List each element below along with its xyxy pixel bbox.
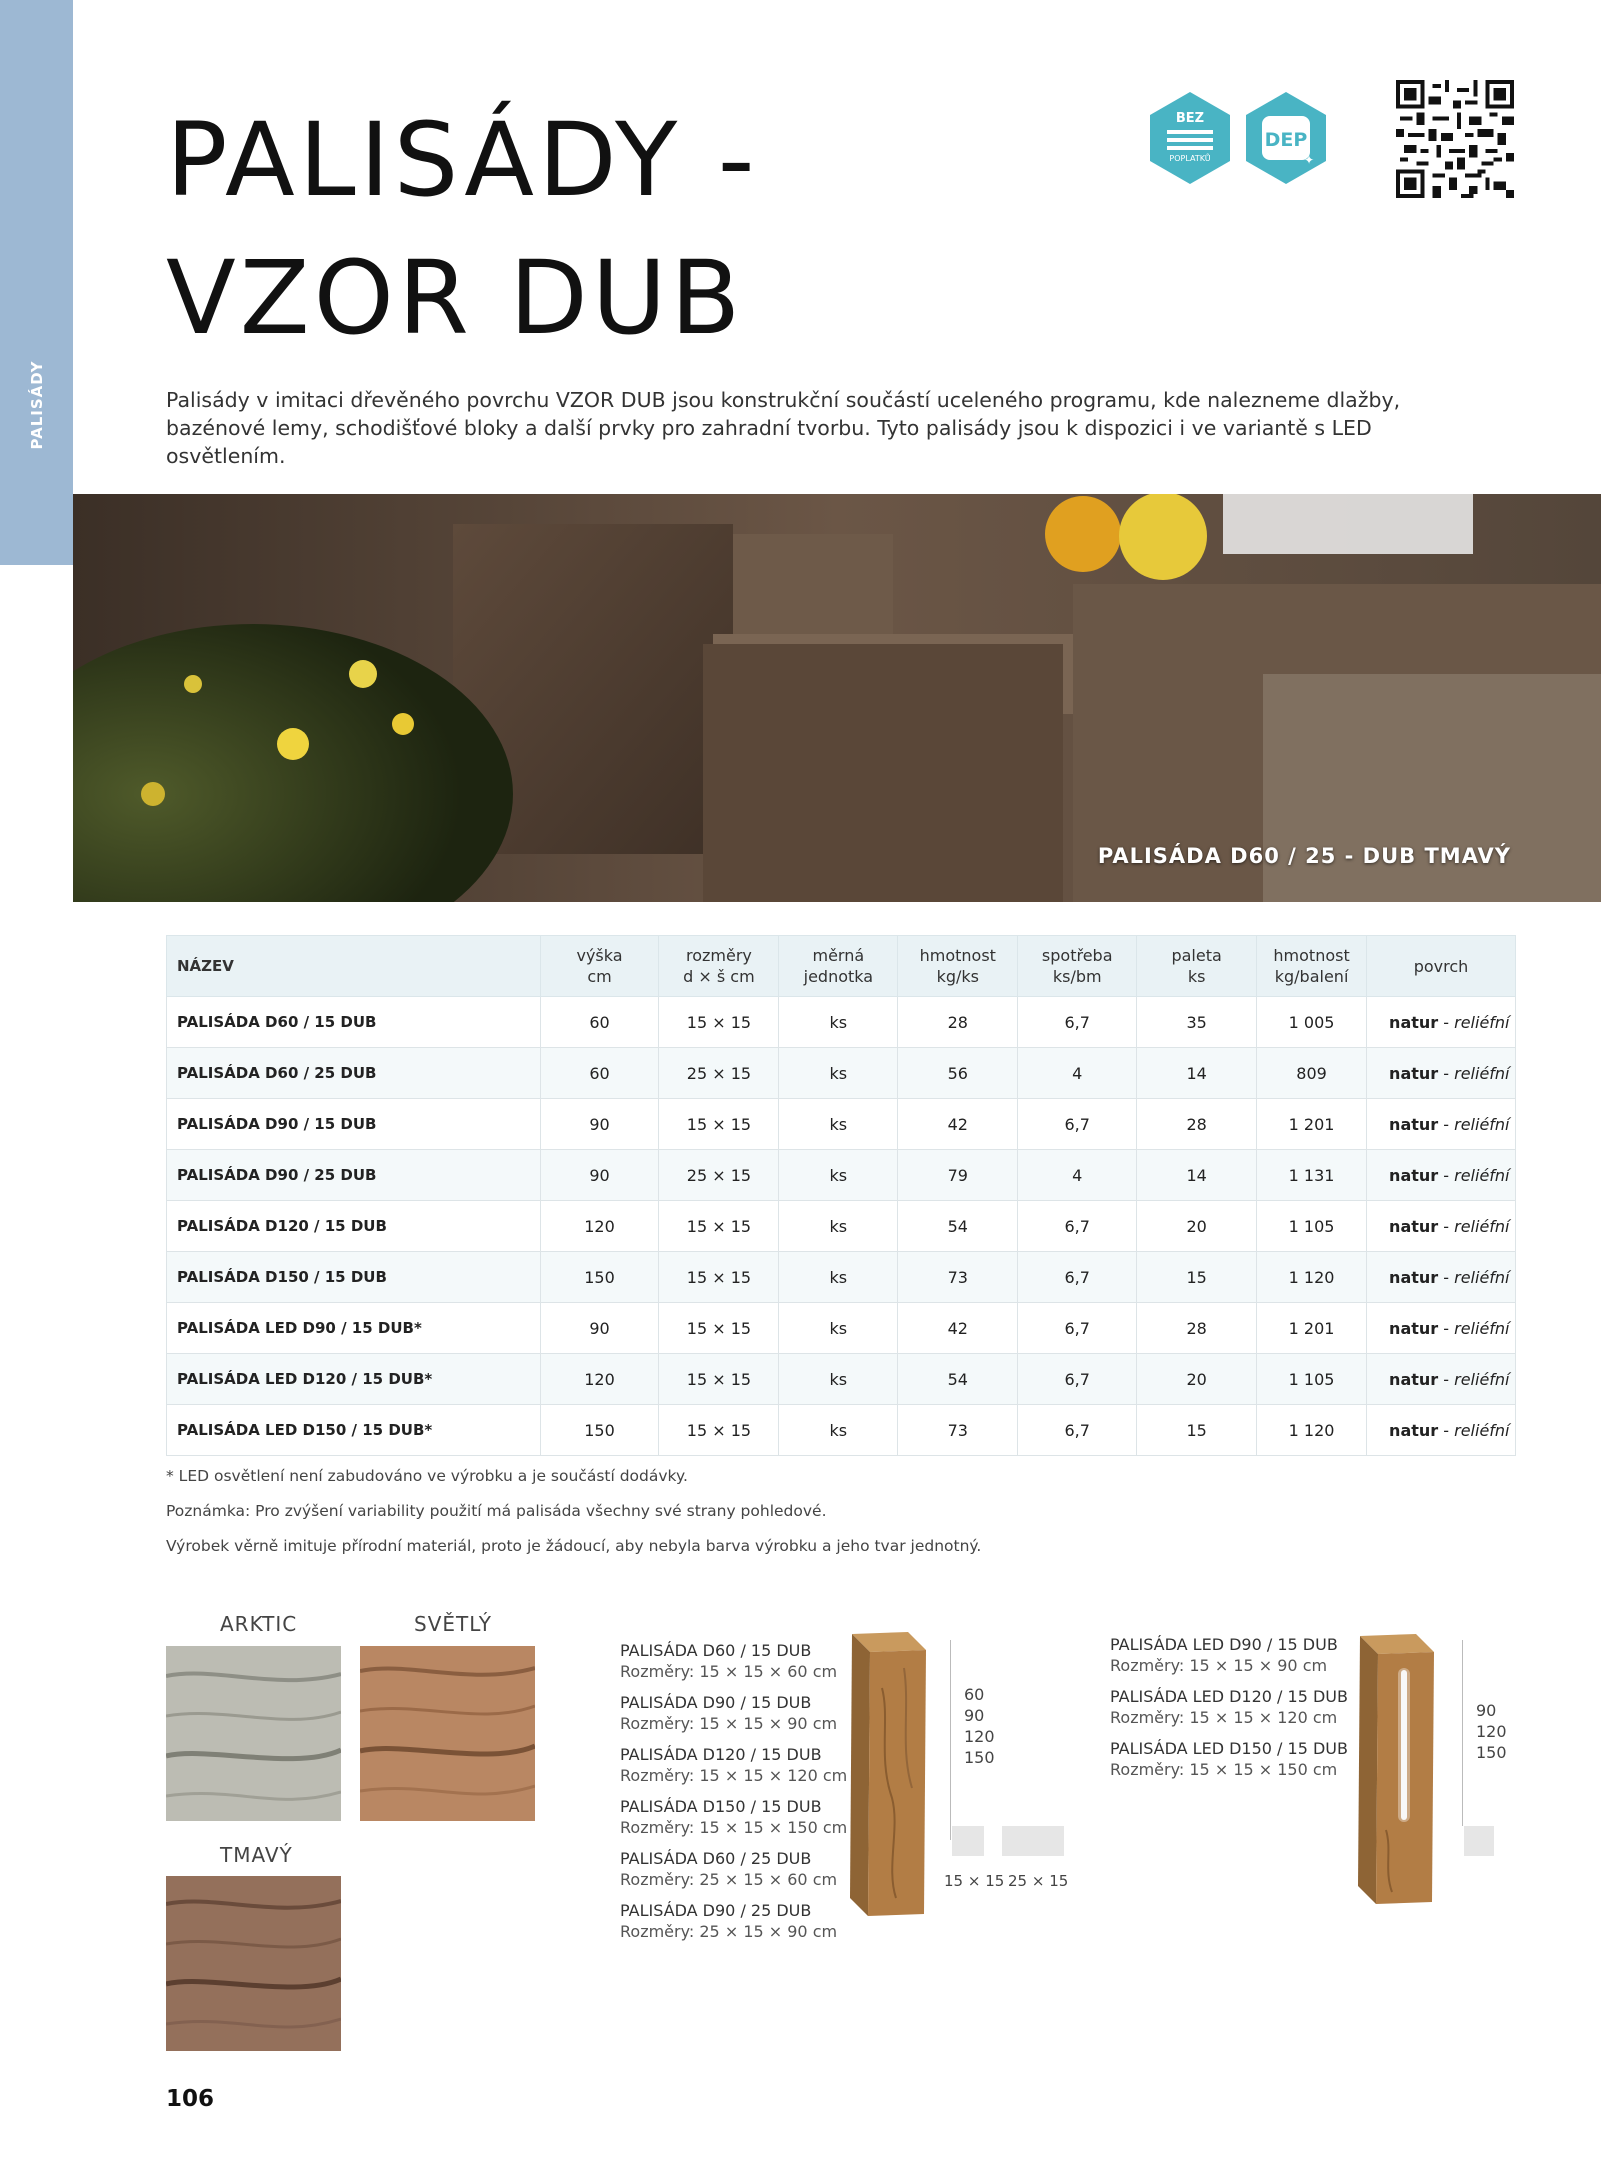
swatch-label-tmavy: TMAVÝ [220, 1843, 293, 1867]
unit-cell: ks [779, 997, 898, 1048]
pack-weight-cell: 809 [1257, 1048, 1367, 1099]
surface-type: reliéfní [1454, 1114, 1510, 1134]
product-name: PALISÁDA LED D150 / 15 DUB [1110, 1739, 1348, 1758]
header-text: ks/bm [1052, 967, 1102, 986]
unit-cell: ks [779, 1354, 898, 1405]
product-dims: Rozměry: 15 × 15 × 120 cm [620, 1766, 848, 1785]
height-cell: 90 [540, 1099, 659, 1150]
dims-cell: 15 × 15 [659, 1354, 779, 1405]
header-text: paleta [1171, 946, 1222, 965]
pack-weight-cell: 1 105 [1257, 1201, 1367, 1252]
surface-cell [1367, 1303, 1516, 1354]
pack-weight-cell: 1 201 [1257, 1303, 1367, 1354]
pallet-cell: 15 [1137, 1252, 1257, 1303]
led-product-list [1110, 1634, 1348, 1790]
height-cell: 150 [540, 1405, 659, 1456]
list-item [620, 1692, 847, 1734]
column-header [1018, 936, 1137, 997]
header-text: jednotka [803, 967, 874, 986]
weight-cell: 56 [898, 1048, 1018, 1099]
unit-cell: ks [779, 1150, 898, 1201]
section-chip-25x15 [1002, 1826, 1064, 1856]
surface-cell [1367, 1405, 1516, 1456]
consumption-cell: 6,7 [1018, 997, 1137, 1048]
weight-cell: 54 [898, 1201, 1018, 1252]
product-name-cell: PALISÁDA LED D150 / 15 DUB* [167, 1405, 541, 1456]
notes [166, 1466, 981, 1571]
header-text: měrná [812, 946, 865, 965]
height-value: 150 [1476, 1743, 1507, 1762]
svg-text:✦: ✦ [1304, 153, 1315, 167]
height-value: 90 [964, 1706, 985, 1725]
surface-type: reliéfní [1454, 1267, 1510, 1287]
height-cell: 60 [540, 997, 659, 1048]
table-row [167, 1303, 1516, 1354]
consumption-cell: 6,7 [1018, 1201, 1137, 1252]
surface-finish: natur [1389, 1063, 1439, 1083]
unit-cell: ks [779, 1252, 898, 1303]
section-chip-15x15 [952, 1826, 984, 1856]
dims-cell: 15 × 15 [659, 1405, 779, 1456]
pallet-cell: 14 [1137, 1150, 1257, 1201]
height-cell: 120 [540, 1201, 659, 1252]
surface-separator: - [1438, 1369, 1455, 1389]
table-row [167, 1201, 1516, 1252]
column-header [898, 936, 1018, 997]
surface-finish: natur [1389, 1012, 1439, 1032]
swatch-label-svetly: SVĚTLÝ [414, 1612, 492, 1636]
list-item [1110, 1634, 1348, 1676]
header-text: NÁZEV [177, 956, 234, 975]
product-dims: Rozměry: 15 × 15 × 120 cm [1110, 1708, 1338, 1727]
surface-type: reliéfní [1454, 1063, 1510, 1083]
height-value: 120 [1476, 1722, 1507, 1741]
header-text: kg/ks [936, 967, 979, 986]
led-section-chip [1464, 1826, 1494, 1856]
surface-cell [1367, 997, 1516, 1048]
height-cell: 150 [540, 1252, 659, 1303]
surface-finish: natur [1389, 1318, 1439, 1338]
header-text: ks [1187, 967, 1206, 986]
product-name: PALISÁDA D60 / 25 DUB [620, 1849, 812, 1868]
note-material: Výrobek věrně imituje přírodní materiál, proto je žádoucí, aby nebyla barva výrobku a jeho tvar jednotný. [166, 1537, 982, 1555]
page-title [166, 92, 759, 368]
column-header [779, 936, 898, 997]
swatch-arktic [166, 1646, 341, 1821]
side-tab-label: PALISÁDY [28, 360, 46, 450]
height-value: 120 [964, 1727, 995, 1746]
product-name-cell: PALISÁDA D60 / 25 DUB [167, 1048, 541, 1099]
surface-finish: natur [1389, 1267, 1439, 1287]
list-item [620, 1744, 847, 1786]
product-list [620, 1640, 847, 1952]
header-text: cm [587, 967, 612, 986]
section-label-25x15: 25 × 15 [1008, 1872, 1069, 1890]
surface-separator: - [1438, 1267, 1455, 1287]
pallet-cell: 28 [1137, 1303, 1257, 1354]
product-dims: Rozměry: 15 × 15 × 150 cm [1110, 1760, 1338, 1779]
spec-table [166, 935, 1516, 1456]
height-cell: 90 [540, 1303, 659, 1354]
column-header [540, 936, 659, 997]
header-text: spotřeba [1041, 946, 1113, 965]
table-row [167, 1150, 1516, 1201]
consumption-cell: 4 [1018, 1150, 1137, 1201]
surface-separator: - [1438, 1318, 1455, 1338]
badge-bez-text: BEZ [1175, 111, 1205, 126]
led-height-scale-line [1462, 1640, 1463, 1826]
weight-cell: 79 [898, 1150, 1018, 1201]
surface-cell [1367, 1150, 1516, 1201]
consumption-cell: 6,7 [1018, 1099, 1137, 1150]
consumption-cell: 4 [1018, 1048, 1137, 1099]
surface-type: reliéfní [1454, 1165, 1510, 1185]
product-name-cell: PALISÁDA D90 / 15 DUB [167, 1099, 541, 1150]
surface-cell [1367, 1252, 1516, 1303]
pack-weight-cell: 1 201 [1257, 1099, 1367, 1150]
surface-finish: natur [1389, 1216, 1439, 1236]
consumption-cell: 6,7 [1018, 1252, 1137, 1303]
surface-separator: - [1438, 1165, 1455, 1185]
list-item [620, 1640, 847, 1682]
product-name: PALISÁDA LED D120 / 15 DUB [1110, 1687, 1348, 1706]
swatch-label-arktic: ARKTIC [220, 1612, 298, 1636]
table-row [167, 1405, 1516, 1456]
surface-type: reliéfní [1454, 1216, 1510, 1236]
section-label-15x15: 15 × 15 [944, 1872, 1005, 1890]
surface-finish: natur [1389, 1114, 1439, 1134]
product-dims: Rozměry: 25 × 15 × 60 cm [620, 1870, 838, 1889]
unit-cell: ks [779, 1303, 898, 1354]
weight-cell: 42 [898, 1099, 1018, 1150]
pallet-cell: 28 [1137, 1099, 1257, 1150]
dims-cell: 25 × 15 [659, 1150, 779, 1201]
title-line-1: PALISÁDY - [166, 101, 759, 220]
unit-cell: ks [779, 1405, 898, 1456]
swatch-svetly [360, 1646, 535, 1821]
table-header-row [167, 936, 1516, 997]
bez-poplatku-badge [1142, 90, 1238, 186]
surface-finish: natur [1389, 1165, 1439, 1185]
list-item [620, 1900, 847, 1942]
product-dims: Rozměry: 15 × 15 × 90 cm [620, 1714, 838, 1733]
product-dims: Rozměry: 15 × 15 × 60 cm [620, 1662, 838, 1681]
product-name-cell: PALISÁDA D120 / 15 DUB [167, 1201, 541, 1252]
surface-finish: natur [1389, 1369, 1439, 1389]
side-tab [0, 0, 73, 565]
dims-cell: 15 × 15 [659, 1201, 779, 1252]
surface-cell [1367, 1099, 1516, 1150]
weight-cell: 73 [898, 1405, 1018, 1456]
column-header-name [167, 936, 541, 997]
column-header [1137, 936, 1257, 997]
title-line-2: VZOR DUB [166, 239, 745, 358]
height-cell: 120 [540, 1354, 659, 1405]
pack-weight-cell: 1 105 [1257, 1354, 1367, 1405]
badge-dep-text: DEP [1264, 129, 1308, 151]
pallet-cell: 20 [1137, 1201, 1257, 1252]
product-name-cell: PALISÁDA LED D120 / 15 DUB* [167, 1354, 541, 1405]
surface-separator: - [1438, 1216, 1455, 1236]
led-height-values [1476, 1700, 1507, 1763]
header-text: hmotnost [1273, 946, 1350, 965]
note-led: * LED osvětlení není zabudováno ve výrobku a je součástí dodávky. [166, 1467, 688, 1485]
surface-separator: - [1438, 1420, 1455, 1440]
product-name: PALISÁDA D150 / 15 DUB [620, 1797, 822, 1816]
hero-photo [73, 494, 1601, 902]
badge-poplatku-text: POPLATKŮ [1169, 154, 1211, 163]
height-cell: 60 [540, 1048, 659, 1099]
unit-cell: ks [779, 1099, 898, 1150]
height-cell: 90 [540, 1150, 659, 1201]
product-name: PALISÁDA LED D90 / 15 DUB [1110, 1635, 1338, 1654]
product-name: PALISÁDA D120 / 15 DUB [620, 1745, 822, 1764]
page-number: 106 [166, 2086, 215, 2112]
surface-separator: - [1438, 1012, 1455, 1032]
height-values [964, 1684, 995, 1768]
product-name: PALISÁDA D90 / 15 DUB [620, 1693, 812, 1712]
product-name: PALISÁDA D60 / 15 DUB [620, 1641, 812, 1660]
height-scale-line [950, 1640, 951, 1840]
header-text: d × š cm [683, 967, 755, 986]
surface-cell [1367, 1048, 1516, 1099]
note-variability: Poznámka: Pro zvýšení variability použití má palisáda všechny své strany pohledové. [166, 1502, 827, 1520]
dims-cell: 15 × 15 [659, 1303, 779, 1354]
weight-cell: 54 [898, 1354, 1018, 1405]
pack-weight-cell: 1 005 [1257, 997, 1367, 1048]
product-name-cell: PALISÁDA LED D90 / 15 DUB* [167, 1303, 541, 1354]
list-item [620, 1848, 847, 1890]
surface-type: reliéfní [1454, 1318, 1510, 1338]
dims-cell: 15 × 15 [659, 997, 779, 1048]
pallet-cell: 20 [1137, 1354, 1257, 1405]
dims-cell: 15 × 15 [659, 1252, 779, 1303]
dep-badge [1238, 90, 1334, 186]
weight-cell: 42 [898, 1303, 1018, 1354]
qr-code [1396, 80, 1514, 198]
surface-finish: natur [1389, 1420, 1439, 1440]
hero-caption: PALISÁDA D60 / 25 - DUB TMAVÝ [1097, 844, 1511, 868]
palisade-block-illustration [838, 1628, 930, 1918]
pack-weight-cell: 1 131 [1257, 1150, 1367, 1201]
weight-cell: 28 [898, 997, 1018, 1048]
pallet-cell: 35 [1137, 997, 1257, 1048]
header-text: hmotnost [919, 946, 996, 965]
unit-cell: ks [779, 1048, 898, 1099]
consumption-cell: 6,7 [1018, 1405, 1137, 1456]
list-item [1110, 1686, 1348, 1728]
column-header [1367, 936, 1516, 997]
product-dims: Rozměry: 15 × 15 × 90 cm [1110, 1656, 1328, 1675]
product-dims: Rozměry: 15 × 15 × 150 cm [620, 1818, 848, 1837]
height-value: 90 [1476, 1701, 1497, 1720]
table-row [167, 1252, 1516, 1303]
surface-type: reliéfní [1454, 1420, 1510, 1440]
intro-text: Palisády v imitaci dřevěného povrchu VZOR DUB jsou konstrukční součástí uceleného programu, kde nalezneme dlažby, bazénové lemy, schodišťové bloky a další prvky pro zahradní tvorbu. Tyto palisády jsou k dispozici i ve variantě s LED osvětlením. [166, 388, 1401, 468]
surface-type: reliéfní [1454, 1012, 1510, 1032]
weight-cell: 73 [898, 1252, 1018, 1303]
height-value: 150 [964, 1748, 995, 1767]
led-palisade-block-illustration [1346, 1630, 1438, 1906]
list-item [620, 1796, 847, 1838]
surface-cell [1367, 1354, 1516, 1405]
product-name-cell: PALISÁDA D60 / 15 DUB [167, 997, 541, 1048]
consumption-cell: 6,7 [1018, 1354, 1137, 1405]
header-text: kg/balení [1274, 967, 1349, 986]
pallet-cell: 14 [1137, 1048, 1257, 1099]
unit-cell: ks [779, 1201, 898, 1252]
dims-cell: 25 × 15 [659, 1048, 779, 1099]
header-text: povrch [1413, 956, 1469, 976]
table-row [167, 1354, 1516, 1405]
header-text: rozměry [685, 946, 752, 965]
product-dims: Rozměry: 25 × 15 × 90 cm [620, 1922, 838, 1941]
consumption-cell: 6,7 [1018, 1303, 1137, 1354]
table-row [167, 1048, 1516, 1099]
dims-cell: 15 × 15 [659, 1099, 779, 1150]
product-name: PALISÁDA D90 / 25 DUB [620, 1901, 812, 1920]
surface-separator: - [1438, 1114, 1455, 1134]
product-name-cell: PALISÁDA D150 / 15 DUB [167, 1252, 541, 1303]
column-header [1257, 936, 1367, 997]
surface-type: reliéfní [1454, 1369, 1510, 1389]
height-value: 60 [964, 1685, 985, 1704]
surface-separator: - [1438, 1063, 1455, 1083]
surface-cell [1367, 1201, 1516, 1252]
pack-weight-cell: 1 120 [1257, 1405, 1367, 1456]
table-row [167, 1099, 1516, 1150]
table-row [167, 997, 1516, 1048]
product-name-cell: PALISÁDA D90 / 25 DUB [167, 1150, 541, 1201]
pack-weight-cell: 1 120 [1257, 1252, 1367, 1303]
pallet-cell: 15 [1137, 1405, 1257, 1456]
swatch-tmavy [166, 1876, 341, 2051]
list-item [1110, 1738, 1348, 1780]
column-header [659, 936, 779, 997]
header-text: výška [576, 946, 623, 965]
